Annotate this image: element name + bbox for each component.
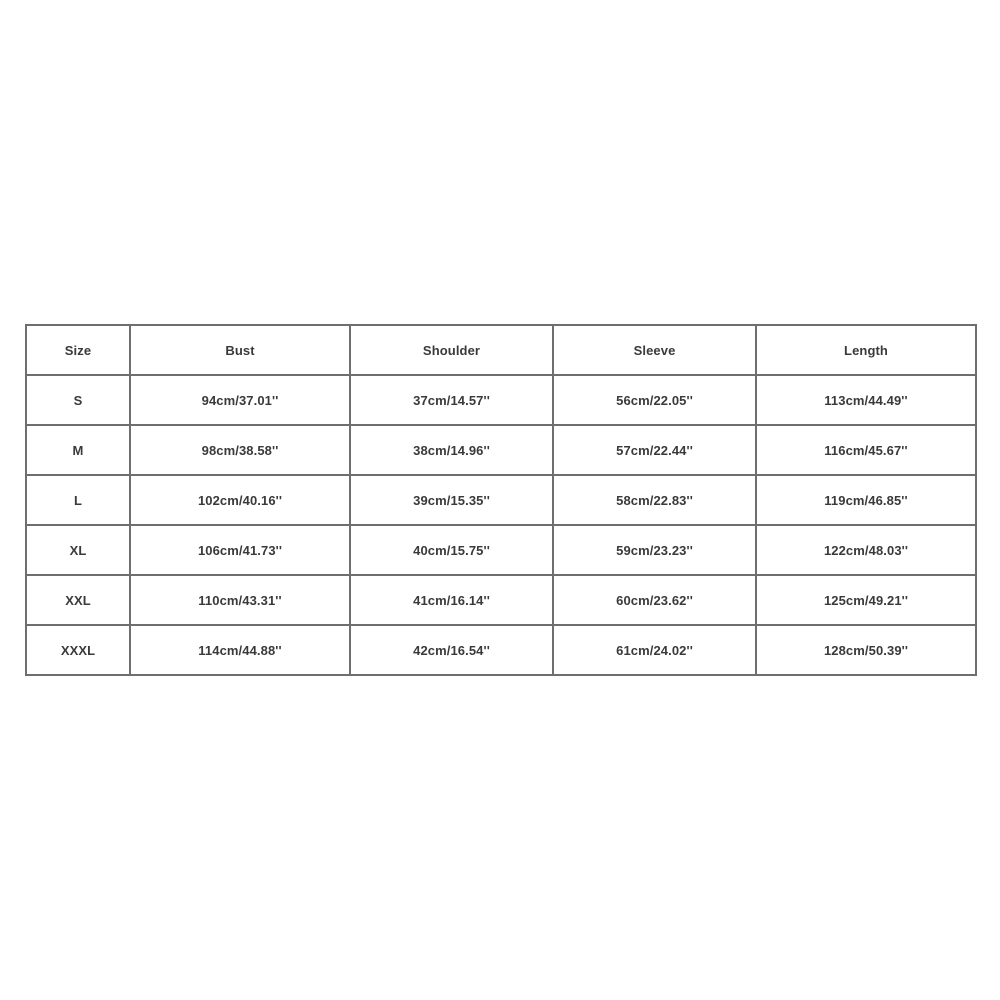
header-bust: Bust (130, 325, 350, 375)
cell-sleeve: 57cm/22.44'' (553, 425, 756, 475)
cell-shoulder: 40cm/15.75'' (350, 525, 553, 575)
header-size: Size (26, 325, 130, 375)
cell-bust: 98cm/38.58'' (130, 425, 350, 475)
cell-length: 122cm/48.03'' (756, 525, 976, 575)
cell-length: 116cm/45.67'' (756, 425, 976, 475)
cell-shoulder: 39cm/15.35'' (350, 475, 553, 525)
cell-shoulder: 42cm/16.54'' (350, 625, 553, 675)
table-row (26, 625, 976, 675)
table-row (26, 375, 976, 425)
table-row (26, 575, 976, 625)
cell-size: L (26, 475, 130, 525)
header-shoulder: Shoulder (350, 325, 553, 375)
cell-sleeve: 56cm/22.05'' (553, 375, 756, 425)
header-sleeve: Sleeve (553, 325, 756, 375)
table-row (26, 475, 976, 525)
cell-length: 119cm/46.85'' (756, 475, 976, 525)
cell-bust: 102cm/40.16'' (130, 475, 350, 525)
cell-size: XXXL (26, 625, 130, 675)
cell-sleeve: 60cm/23.62'' (553, 575, 756, 625)
cell-size: XL (26, 525, 130, 575)
cell-bust: 106cm/41.73'' (130, 525, 350, 575)
cell-bust: 114cm/44.88'' (130, 625, 350, 675)
cell-length: 113cm/44.49'' (756, 375, 976, 425)
table-row (26, 525, 976, 575)
cell-length: 128cm/50.39'' (756, 625, 976, 675)
cell-size: XXL (26, 575, 130, 625)
table-header-row (26, 325, 976, 375)
cell-size: M (26, 425, 130, 475)
cell-shoulder: 41cm/16.14'' (350, 575, 553, 625)
cell-length: 125cm/49.21'' (756, 575, 976, 625)
cell-sleeve: 58cm/22.83'' (553, 475, 756, 525)
cell-shoulder: 37cm/14.57'' (350, 375, 553, 425)
cell-sleeve: 59cm/23.23'' (553, 525, 756, 575)
cell-shoulder: 38cm/14.96'' (350, 425, 553, 475)
cell-bust: 94cm/37.01'' (130, 375, 350, 425)
cell-sleeve: 61cm/24.02'' (553, 625, 756, 675)
cell-bust: 110cm/43.31'' (130, 575, 350, 625)
cell-size: S (26, 375, 130, 425)
header-length: Length (756, 325, 976, 375)
size-chart-table (25, 324, 977, 676)
table-row (26, 425, 976, 475)
